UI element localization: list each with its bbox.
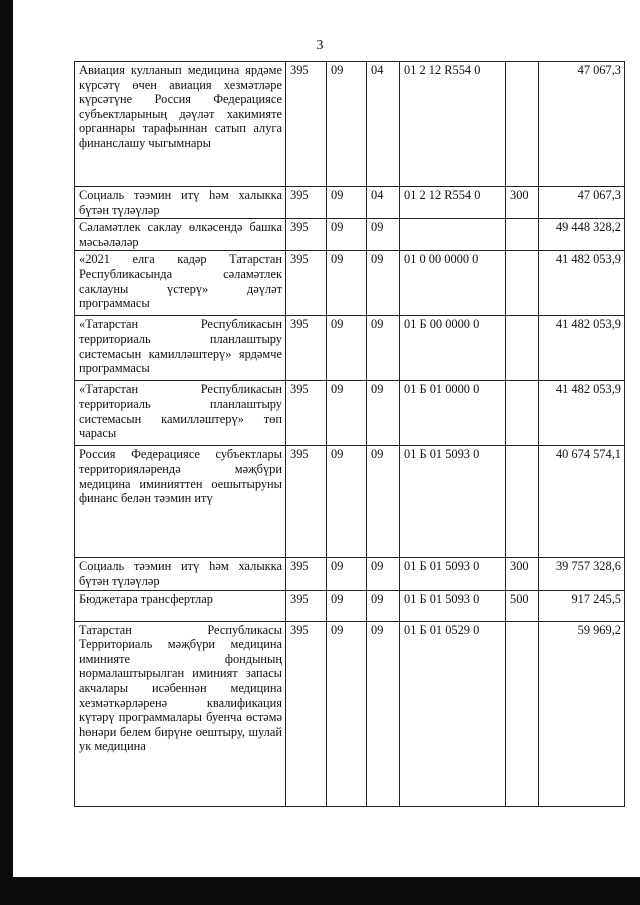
section-code: 09 [327, 187, 367, 219]
expense-type [506, 219, 539, 251]
target-article: 01 Б 01 5093 0 [400, 558, 506, 590]
amount: 917 245,5 [539, 590, 625, 621]
section-code: 09 [327, 381, 367, 446]
target-article: 01 2 12 R554 0 [400, 62, 506, 187]
table-row [75, 590, 625, 621]
subsection-code: 09 [367, 446, 400, 558]
amount: 40 674 574,1 [539, 446, 625, 558]
expense-type [506, 621, 539, 806]
subsection-code: 09 [367, 251, 400, 316]
expense-type [506, 62, 539, 187]
scan-bottom-edge [0, 877, 640, 905]
table-row [75, 621, 625, 806]
row-name: Социаль тәэмин итү һәм халыкка бүтән түләүләр [75, 187, 286, 219]
section-code: 09 [327, 621, 367, 806]
table-row [75, 62, 625, 187]
ministry-code: 395 [286, 219, 327, 251]
subsection-code: 09 [367, 590, 400, 621]
ministry-code: 395 [286, 316, 327, 381]
table-row [75, 187, 625, 219]
row-name: «2021 елга кадәр Татарстан Республикасында сәламәтлек саклауны үстерү» дәүләт программасы [75, 251, 286, 316]
expense-type: 300 [506, 558, 539, 590]
scan-left-edge [0, 0, 13, 905]
target-article: 01 Б 01 5093 0 [400, 590, 506, 621]
amount: 49 448 328,2 [539, 219, 625, 251]
target-article: 01 Б 01 0529 0 [400, 621, 506, 806]
expense-type [506, 251, 539, 316]
table-row [75, 251, 625, 316]
section-code: 09 [327, 219, 367, 251]
page-number: 3 [316, 38, 324, 53]
table-row [75, 316, 625, 381]
expense-type: 300 [506, 187, 539, 219]
expense-type [506, 316, 539, 381]
amount: 47 067,3 [539, 62, 625, 187]
expense-type [506, 446, 539, 558]
table-row [75, 558, 625, 590]
row-name: Бюджетара трансфертлар [75, 590, 286, 621]
amount: 41 482 053,9 [539, 381, 625, 446]
row-name: Татарстан Республикасы Территориаль мәҗбүри медицина иминияте фондының нормалаштырылган иминият запасы акчалары исәбеннән медицина хезмәткәрләренә квалификация күтәрү программалары буенча өстәмә һөнәри белем бирүне оештыру, шулай ук медицина [75, 621, 286, 806]
table-row [75, 446, 625, 558]
expense-type [506, 381, 539, 446]
target-article: 01 2 12 R554 0 [400, 187, 506, 219]
ministry-code: 395 [286, 62, 327, 187]
amount: 47 067,3 [539, 187, 625, 219]
section-code: 09 [327, 446, 367, 558]
section-code: 09 [327, 558, 367, 590]
amount: 41 482 053,9 [539, 251, 625, 316]
target-article [400, 219, 506, 251]
target-article: 01 Б 01 5093 0 [400, 446, 506, 558]
amount: 41 482 053,9 [539, 316, 625, 381]
row-name: Авиация кулланып медицина ярдәме күрсәтү өчен авиация хезмәтләре күрсәтүне Россия Федерациясе субъектларының дәүләт хакимияте органнары тарафыннан сатып алуга финанслашу чыгымнары [75, 62, 286, 187]
ministry-code: 395 [286, 621, 327, 806]
section-code: 09 [327, 316, 367, 381]
ministry-code: 395 [286, 558, 327, 590]
target-article: 01 0 00 0000 0 [400, 251, 506, 316]
ministry-code: 395 [286, 381, 327, 446]
row-name: «Татарстан Республикасын территориаль планлаштыру системасын камилләштерү» төп чарасы [75, 381, 286, 446]
budget-table [74, 61, 625, 807]
row-name: Социаль тәэмин итү һәм халыкка бүтән түләүләр [75, 558, 286, 590]
subsection-code: 09 [367, 316, 400, 381]
subsection-code: 04 [367, 187, 400, 219]
ministry-code: 395 [286, 251, 327, 316]
section-code: 09 [327, 62, 367, 187]
row-name: Россия Федерациясе субъектлары территорияләрендә мәҗбүри медицина иминияттен оешытыруны финанс белән тәэмин итү [75, 446, 286, 558]
target-article: 01 Б 00 0000 0 [400, 316, 506, 381]
ministry-code: 395 [286, 187, 327, 219]
subsection-code: 09 [367, 219, 400, 251]
amount: 39 757 328,6 [539, 558, 625, 590]
subsection-code: 09 [367, 381, 400, 446]
amount: 59 969,2 [539, 621, 625, 806]
expense-type: 500 [506, 590, 539, 621]
ministry-code: 395 [286, 446, 327, 558]
ministry-code: 395 [286, 590, 327, 621]
section-code: 09 [327, 590, 367, 621]
section-code: 09 [327, 251, 367, 316]
row-name: «Татарстан Республикасын территориаль планлаштыру системасын камилләштерү» ярдәмче программасы [75, 316, 286, 381]
row-name: Сәламәтлек саклау өлкәсендә башка мәсьәләләр [75, 219, 286, 251]
subsection-code: 09 [367, 621, 400, 806]
table-row [75, 219, 625, 251]
subsection-code: 04 [367, 62, 400, 187]
target-article: 01 Б 01 0000 0 [400, 381, 506, 446]
table-row [75, 381, 625, 446]
subsection-code: 09 [367, 558, 400, 590]
